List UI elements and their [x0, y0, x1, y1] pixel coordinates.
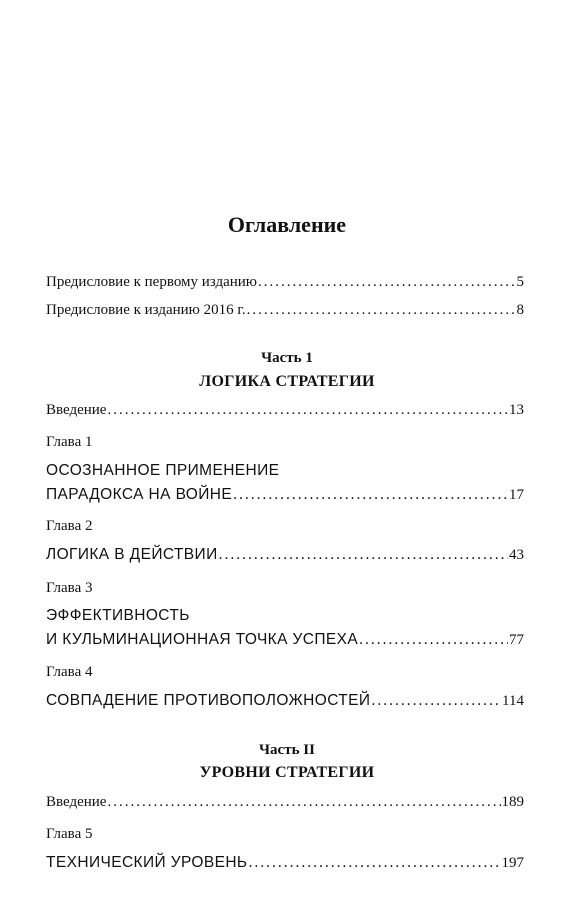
leader-dots — [371, 691, 501, 711]
leader-dots — [247, 300, 516, 320]
toc-entry-part1-intro[interactable] — [46, 400, 524, 420]
toc-entry-label: ТЕХНИЧЕСКИЙ УРОВЕНЬ — [46, 854, 248, 871]
leader-dots — [359, 630, 508, 650]
toc-entry-page: 8 — [516, 302, 524, 318]
leader-dots — [219, 545, 508, 565]
chapter-2-label: Глава 2 — [46, 518, 93, 534]
toc-entry-chapter-4[interactable] — [46, 691, 524, 711]
toc-entry-page: 13 — [509, 402, 524, 418]
toc-entry-label: Введение — [46, 402, 107, 418]
toc-entry-label: ПАРАДОКСА НА ВОЙНЕ — [46, 486, 233, 503]
toc-entry-label: И КУЛЬМИНАЦИОННАЯ ТОЧКА УСПЕХА — [46, 631, 359, 648]
toc-entry-label: СОВПАДЕНИЕ ПРОТИВОПОЛОЖНОСТЕЙ — [46, 692, 371, 709]
toc-entry-label: ЛОГИКА В ДЕЙСТВИИ — [46, 546, 218, 563]
toc-entry-chapter-3[interactable] — [46, 630, 524, 650]
toc-entry-page: 114 — [502, 693, 524, 709]
chapter-3-label: Глава 3 — [46, 580, 93, 596]
toc-entry-label: Предисловие к изданию 2016 г. — [46, 302, 246, 318]
chapter-1-title-line1[interactable]: ОСОЗНАННОЕ ПРИМЕНЕНИЕ — [46, 462, 280, 479]
leader-dots — [233, 485, 508, 505]
toc-entry-label: Предисловие к первому изданию — [46, 274, 258, 290]
part-2-number: Часть II — [259, 742, 315, 758]
toc-entry-page: 43 — [509, 547, 524, 563]
toc-title: Оглавление — [227, 212, 347, 237]
toc-entry-label: Введение — [46, 794, 107, 810]
toc-entry-page: 17 — [509, 487, 524, 503]
chapter-4-label: Глава 4 — [46, 664, 93, 680]
part-1-number: Часть 1 — [261, 350, 313, 366]
part-2-title: УРОВНИ СТРАТЕГИИ — [199, 764, 375, 781]
leader-dots — [249, 853, 501, 873]
toc-entry-page: 189 — [501, 794, 524, 810]
leader-dots — [258, 272, 515, 292]
toc-entry-page: 77 — [509, 632, 524, 648]
chapter-3-title-line1[interactable]: ЭФФЕКТИВНОСТЬ — [46, 607, 190, 624]
chapter-5-label: Глава 5 — [46, 826, 93, 842]
leader-dots — [107, 792, 500, 812]
toc-entry-part2-intro[interactable] — [46, 792, 524, 812]
leader-dots — [107, 400, 508, 420]
toc-entry-page: 5 — [516, 274, 524, 290]
chapter-1-label: Глава 1 — [46, 434, 93, 450]
toc-entry-chapter-5[interactable] — [46, 853, 524, 873]
toc-entry-chapter-1[interactable] — [46, 485, 524, 505]
toc-entry-preface-1[interactable] — [46, 272, 524, 292]
toc-entry-preface-2[interactable] — [46, 300, 524, 320]
part-1-title: ЛОГИКА СТРАТЕГИИ — [199, 373, 375, 390]
toc-entry-page: 197 — [501, 855, 524, 871]
toc-entry-chapter-2[interactable] — [46, 545, 524, 565]
